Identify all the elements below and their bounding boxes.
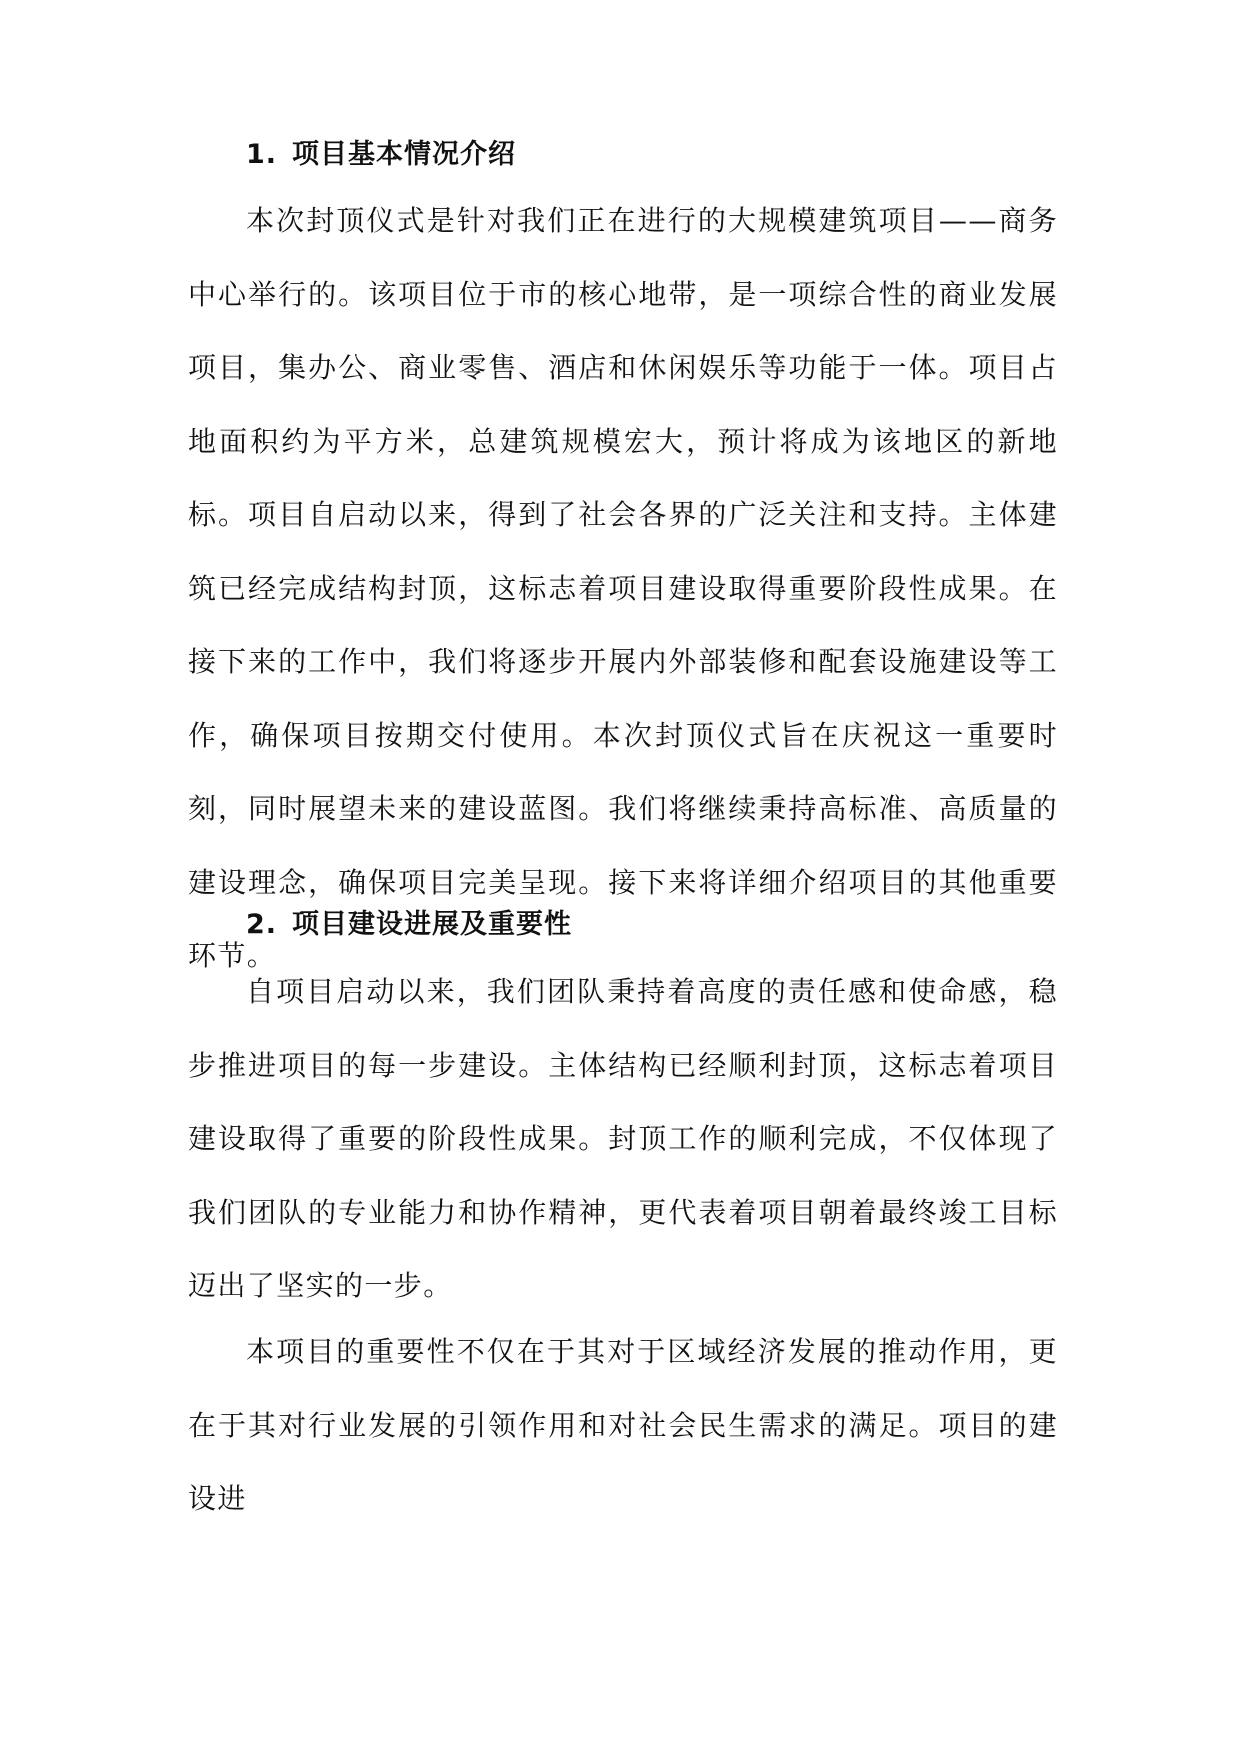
section-2-paragraph-1: 自项目启动以来，我们团队秉持着高度的责任感和使命感，稳步推进项目的每一步建设。主体结构已经顺利封顶，这标志着项目建设取得了重要的阶段性成果。封顶工作的顺利完成，不仅体现了我们团队的专业能力和协作精神，更代表着项目朝着最终竣工目标迈出了坚实的一步。 (188, 975, 1058, 1302)
section-1-number: 1. (246, 139, 278, 170)
section-1-heading (246, 135, 516, 175)
section-2-paragraph-2: 本项目的重要性不仅在于其对于区域经济发展的推动作用，更在于其对行业发展的引领作用和对社会民生需求的满足。项目的建设进 (188, 1335, 1058, 1515)
section-1-paragraph-1: 本次封顶仪式是针对我们正在进行的大规模建筑项目——商务中心举行的。该项目位于市的核心地带，是一项综合性的商业发展项目，集办公、商业零售、酒店和休闲娱乐等功能于一体。项目占地面积约为平方米，总建筑规模宏大，预计将成为该地区的新地标。项目自启动以来，得到了社会各界的广泛关注和支持。主体建筑已经完成结构封顶，这标志着项目建设取得重要阶段性成果。在接下来的工作中，我们将逐步开展内外部装修和配套设施建设等工作，确保项目按期交付使用。本次封顶仪式旨在庆祝这一重要时刻，同时展望未来的建设蓝图。我们将继续秉持高标准、高质量的建设理念，确保项目完美呈现。接下来将详细介绍项目的其他重要环节。 (188, 204, 1058, 972)
section-2-number: 2. (246, 909, 278, 940)
section-2-heading (246, 905, 572, 945)
section-1-title: 项目基本情况介绍 (292, 139, 516, 170)
section-2-title: 项目建设进展及重要性 (292, 909, 572, 940)
